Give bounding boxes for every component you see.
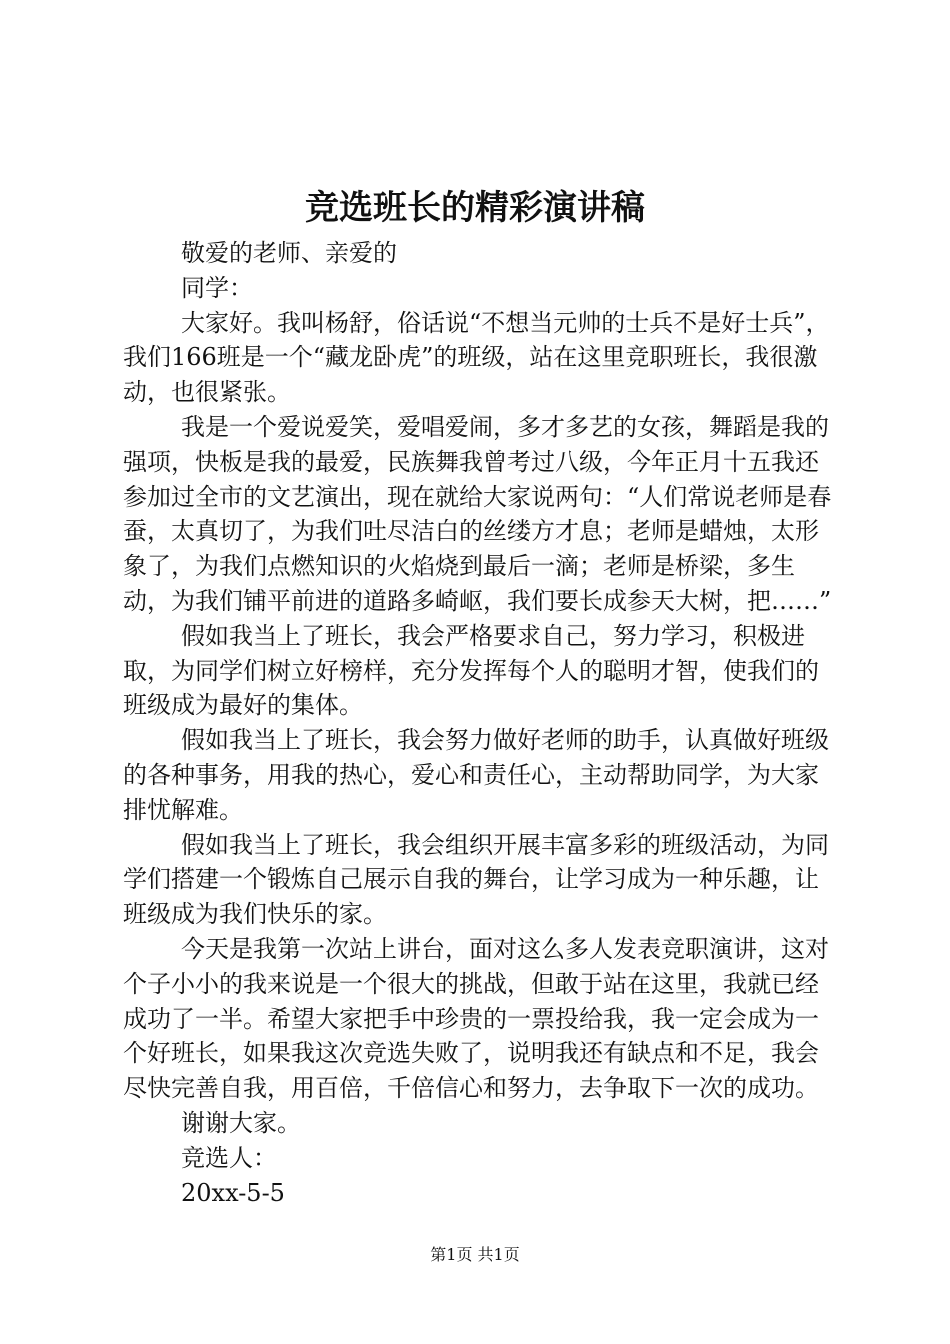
signature-label: 竞选人：: [181, 1143, 277, 1172]
paragraph-class-activities: 假如我当上了班长，我会组织开展丰富多彩的班级活动，为同学们搭建一个锻炼自己展示自我的舞台，让学习成为一种乐趣，让班级成为我们快乐的家。: [123, 830, 829, 929]
date-line: 20xx-5-5: [181, 1178, 285, 1207]
greeting-line-2: 同学：: [181, 273, 253, 302]
paragraph-intro: 大家好。我叫杨舒，俗话说“不想当元帅的士兵不是好士兵”，我们166班是一个“藏龙卧虎”的班级，站在这里竞职班长，我很激动，也很紧张。: [123, 308, 830, 407]
page-footer: 第1页 共1页: [430, 1245, 520, 1264]
paragraph-conclusion: 今天是我第一次站上讲台，面对这么多人发表竞职演讲，这对个子小小的我来说是一个很大的挑战，但敢于站在这里，我就已经成功了一半。希望大家把手中珍贵的一票投给我，我一定会成为一个好班长，如果我这次竞选失败了，说明我还有缺点和不足，我会尽快完善自我，用百倍，千倍信心和努力，去争取下一次的成功。: [123, 934, 829, 1103]
document-body: [123, 236, 835, 1210]
paragraph-role-model: 假如我当上了班长，我会严格要求自己，努力学习，积极进取，为同学们树立好榜样，充分发挥每个人的聪明才智，使我们的班级成为最好的集体。: [123, 621, 819, 720]
paragraph-teacher-helper: 假如我当上了班长，我会努力做好老师的助手，认真做好班级的各种事务，用我的热心，爱心和责任心，主动帮助同学，为大家排忧解难。: [123, 726, 829, 824]
paragraph-self-description: 我是一个爱说爱笑，爱唱爱闹，多才多艺的女孩，舞蹈是我的强项，快板是我的最爱，民族舞我曾考过八级，今年正月十五我还参加过全市的文艺演出，现在就给大家说两句：“人们常说老师是春蚕，太真切了，为我们吐尽洁白的丝缕方才息；老师是蜡烛，太形象了，为我们点燃知识的火焰烧到最后一滴；老师是桥梁，多生动，为我们铺平前进的道路多崎岖，我们要长成参天大树，把……”: [123, 412, 832, 615]
thanks-line: 谢谢大家。: [181, 1108, 301, 1137]
greeting-line-1: 敬爱的老师、亲爱的: [181, 239, 397, 267]
document-title: 竞选班长的精彩演讲稿: [305, 188, 645, 228]
